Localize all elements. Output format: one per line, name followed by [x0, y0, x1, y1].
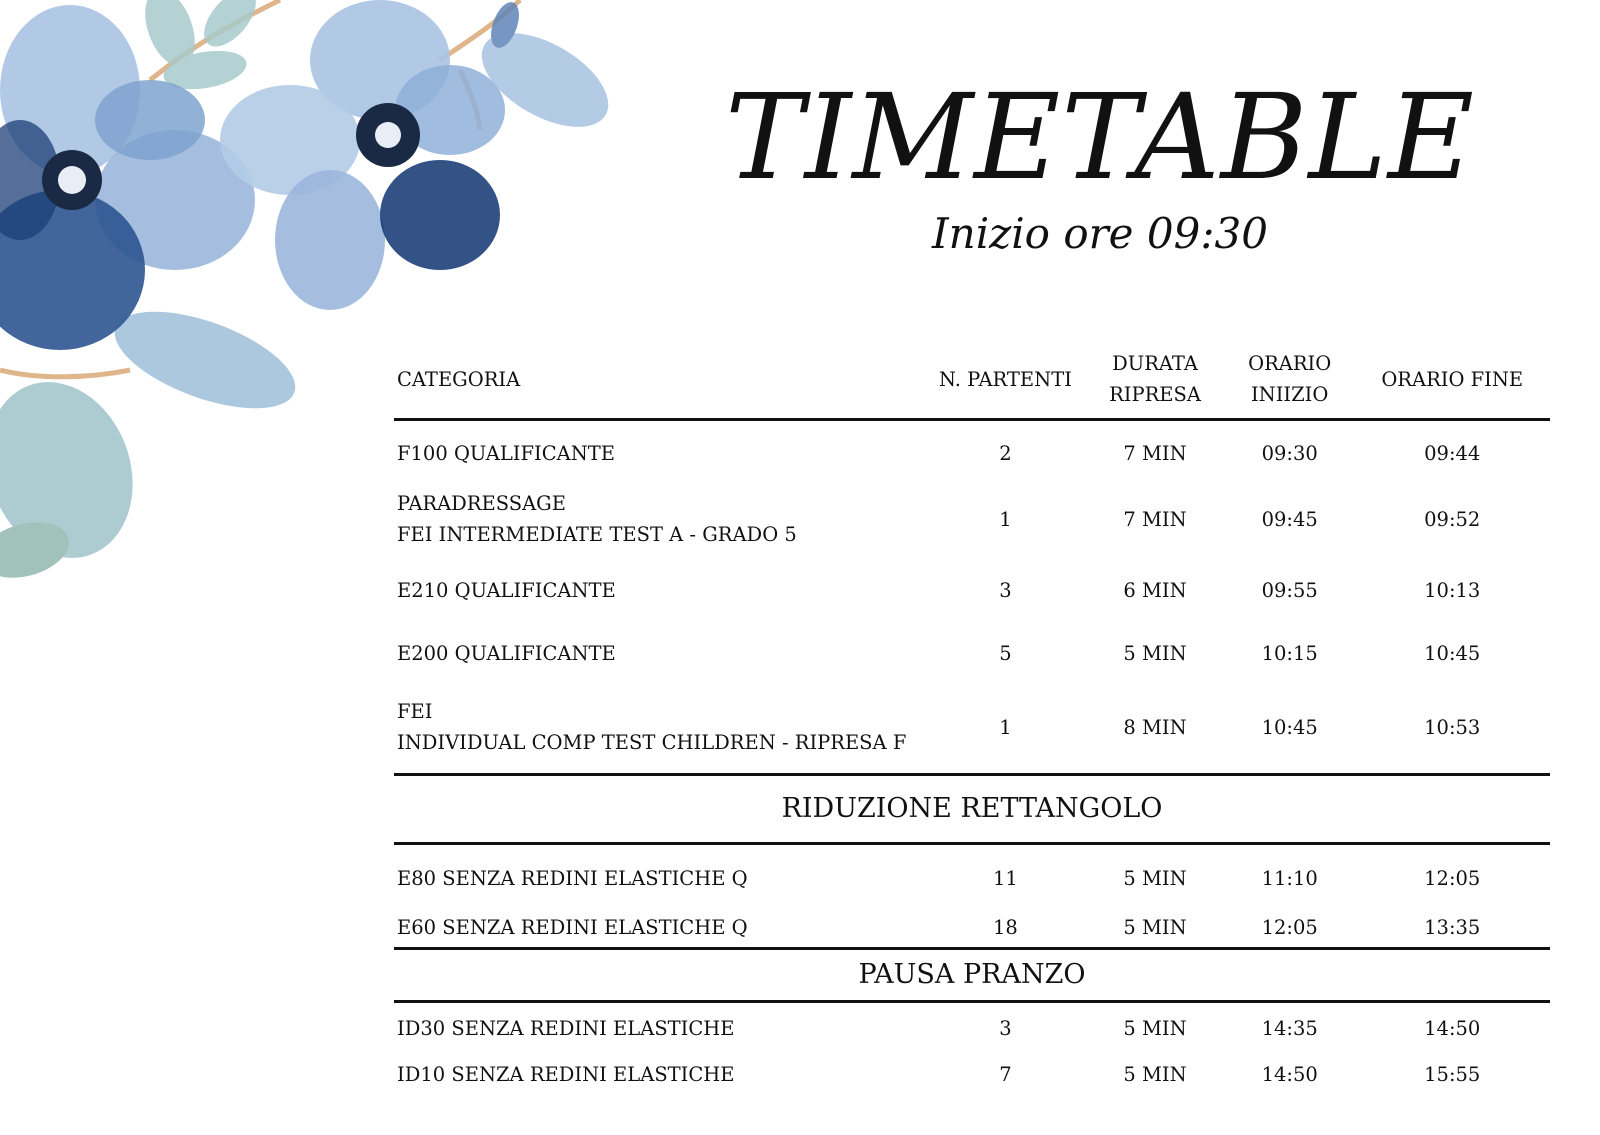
block-riduzione: [394, 845, 1550, 950]
row-fine: 09:44: [1424, 441, 1481, 465]
row-fine: 10:53: [1424, 715, 1481, 739]
section-pausa-pranzo: PAUSA PRANZO: [394, 950, 1550, 1003]
row-partenti: 3: [999, 1016, 1012, 1040]
table-row: [394, 681, 1550, 773]
col-categoria: CATEGORIA: [397, 367, 521, 391]
row-inizio: 09:30: [1261, 441, 1318, 465]
row-partenti: 1: [999, 507, 1012, 531]
row-inizio: 14:35: [1261, 1016, 1318, 1040]
row-durata: 5 MIN: [1123, 915, 1187, 939]
row-inizio: 10:15: [1261, 641, 1318, 665]
timetable: [394, 340, 1550, 1097]
row-inizio: 12:05: [1261, 915, 1318, 939]
col-durata: [1085, 348, 1225, 410]
table-row: [394, 625, 1550, 681]
row-categoria-line1: PARADRESSAGE: [397, 492, 566, 515]
row-inizio: 09:45: [1261, 507, 1318, 531]
block-morning: [394, 421, 1550, 776]
row-categoria: E210 QUALIFICANTE: [397, 578, 616, 602]
row-durata: 7 MIN: [1123, 507, 1187, 531]
row-partenti: 11: [993, 866, 1018, 890]
row-durata: 5 MIN: [1123, 1016, 1187, 1040]
row-partenti: 3: [999, 578, 1012, 602]
row-durata: 5 MIN: [1123, 1062, 1187, 1086]
row-inizio: 11:10: [1261, 866, 1318, 890]
section-riduzione-rettangolo: RIDUZIONE RETTANGOLO: [394, 776, 1550, 845]
row-categoria-line2: INDIVIDUAL COMP TEST CHILDREN - RIPRESA F: [397, 731, 907, 754]
row-partenti: 18: [993, 915, 1018, 939]
col-durata-line2: RIPRESA: [1109, 383, 1201, 406]
row-inizio: 09:55: [1261, 578, 1318, 602]
row-categoria: [394, 488, 926, 550]
row-categoria: [394, 696, 926, 758]
row-fine: 10:45: [1424, 641, 1481, 665]
col-inizio-line1: ORARIO: [1248, 352, 1332, 375]
row-categoria: F100 QUALIFICANTE: [397, 441, 616, 465]
row-fine: 12:05: [1424, 866, 1481, 890]
row-categoria-line2: FEI INTERMEDIATE TEST A - GRADO 5: [397, 523, 797, 546]
row-categoria: ID10 SENZA REDINI ELASTICHE: [397, 1062, 735, 1086]
row-durata: 5 MIN: [1123, 641, 1187, 665]
table-header: [394, 340, 1550, 421]
table-row: [394, 907, 1550, 947]
table-row: [394, 845, 1550, 907]
row-categoria: ID30 SENZA REDINI ELASTICHE: [397, 1016, 735, 1040]
table-row: [394, 1051, 1550, 1097]
start-time-subtitle: Inizio ore 09:30: [932, 209, 1268, 258]
row-categoria: E80 SENZA REDINI ELASTICHE Q: [397, 866, 748, 890]
table-row: [394, 555, 1550, 625]
col-durata-line1: DURATA: [1112, 352, 1198, 375]
row-fine: 14:50: [1424, 1016, 1481, 1040]
row-fine: 09:52: [1424, 507, 1481, 531]
row-categoria: E60 SENZA REDINI ELASTICHE Q: [397, 915, 748, 939]
col-partenti: N. PARTENTI: [938, 367, 1072, 391]
row-durata: 5 MIN: [1123, 866, 1187, 890]
row-durata: 7 MIN: [1123, 441, 1187, 465]
row-inizio: 14:50: [1261, 1062, 1318, 1086]
page-title: TIMETABLE: [725, 68, 1475, 206]
row-categoria-line1: FEI: [397, 700, 433, 723]
row-partenti: 7: [999, 1062, 1012, 1086]
row-fine: 15:55: [1424, 1062, 1481, 1086]
row-durata: 6 MIN: [1123, 578, 1187, 602]
row-partenti: 2: [999, 441, 1012, 465]
row-inizio: 10:45: [1261, 715, 1318, 739]
col-inizio-line2: INIIZIO: [1250, 383, 1329, 406]
block-afternoon: [394, 1003, 1550, 1097]
row-durata: 8 MIN: [1123, 715, 1187, 739]
col-fine: ORARIO FINE: [1381, 367, 1524, 391]
table-row: [394, 1003, 1550, 1051]
table-row: [394, 421, 1550, 483]
row-categoria: E200 QUALIFICANTE: [397, 641, 616, 665]
table-row: [394, 483, 1550, 555]
row-fine: 10:13: [1424, 578, 1481, 602]
row-fine: 13:35: [1424, 915, 1481, 939]
row-partenti: 5: [999, 641, 1012, 665]
col-inizio: [1225, 348, 1355, 410]
row-partenti: 1: [999, 715, 1012, 739]
